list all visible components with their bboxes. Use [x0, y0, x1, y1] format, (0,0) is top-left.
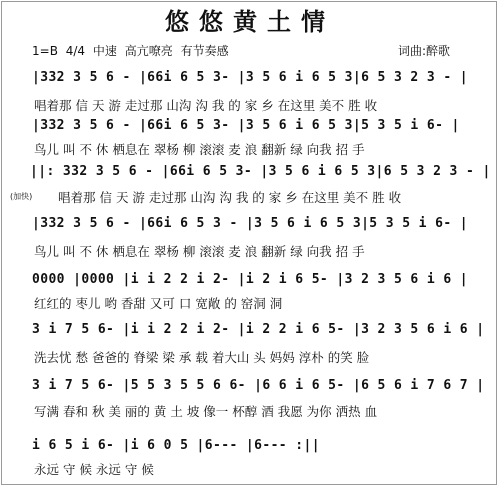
credit-name: 醉歌 [426, 44, 451, 58]
lyrics-line-4: 鸟儿 叫 不 休 栖息在 翠杨 柳 滚滚 麦 浪 翻新 绿 向我 招 手 [34, 244, 365, 259]
notation-line-6: 3 i 7 5 6- |i i 2 2 i 2- |i 2 2 i 6 5- |3 2 3 5 6 i 6 | [32, 322, 485, 337]
notation-line-5: 0000 |0000 |i i 2 2 i 2- |i 2 i 6 5- |3 2 3 5 6 i 6 | [32, 272, 469, 287]
notation-line-4: |332 3 5 6 - |66i 6 5 3 - |3 5 6 i 6 5 3|5 3 5 i 6- | [32, 216, 469, 231]
lyrics-line-2: 鸟儿 叫 不 休 栖息在 翠杨 柳 滚滚 麦 浪 翻新 绿 向我 招 手 [34, 142, 365, 157]
style-marking-1: 高亢嘹亮 [124, 44, 173, 58]
lyrics-line-7: 写满 春和 秋 美 丽的 黄 土 坡 像一 杯醇 酒 我愿 为你 洒热 血 [34, 404, 378, 419]
credit-label: 词曲: [398, 44, 427, 58]
lyrics-line-3: 唱着那 信 天 游 走过那 山沟 沟 我 的 家 乡 在这里 美不 胜 收 [58, 190, 402, 205]
lyrics-line-8: 永远 守 候 永远 守 候 [34, 462, 154, 477]
notation-line-1: |332 3 5 6 - |66i 6 5 3- |3 5 6 i 6 5 3|6 5 3 2 3 - | [32, 70, 469, 85]
style-marking-2: 有节奏感 [180, 44, 229, 58]
lyrics-line-6: 洗去忧 愁 爸爸的 脊梁 梁 承 载 着大山 头 妈妈 淳朴 的笑 脸 [34, 350, 370, 365]
score-meta [32, 42, 229, 59]
lyrics-line-1: 唱着那 信 天 游 走过那 山沟 沟 我 的 家 乡 在这里 美不 胜 收 [34, 98, 378, 113]
credit [398, 42, 450, 59]
notation-line-2: |332 3 5 6 - |66i 6 5 3- |3 5 6 i 6 5 3|5 3 5 i 6- | [32, 118, 460, 133]
notation-line-8: i 6 5 i 6- |i 6 0 5 |6--- |6--- :|| [32, 438, 320, 453]
speedup-marking: (加快) [10, 192, 33, 201]
notation-line-7: 3 i 7 5 6- |5 5 3 5 5 6 6- |6 6 i 6 5- |6 5 6 i 7 6 7 | [32, 378, 485, 393]
lyrics-line-5: 红红的 枣儿 哟 香甜 又可 口 宽敞 的 窑洞 洞 [34, 296, 283, 311]
key-signature: 1=B 4/4 [32, 44, 86, 58]
tempo-marking: 中速 [92, 44, 117, 58]
song-title: 悠悠黄土情 [165, 7, 335, 36]
notation-line-3: ||: 332 3 5 6 - |66i 6 5 3- |3 5 6 i 6 5 3|6 5 3 2 3 - | [30, 164, 491, 179]
